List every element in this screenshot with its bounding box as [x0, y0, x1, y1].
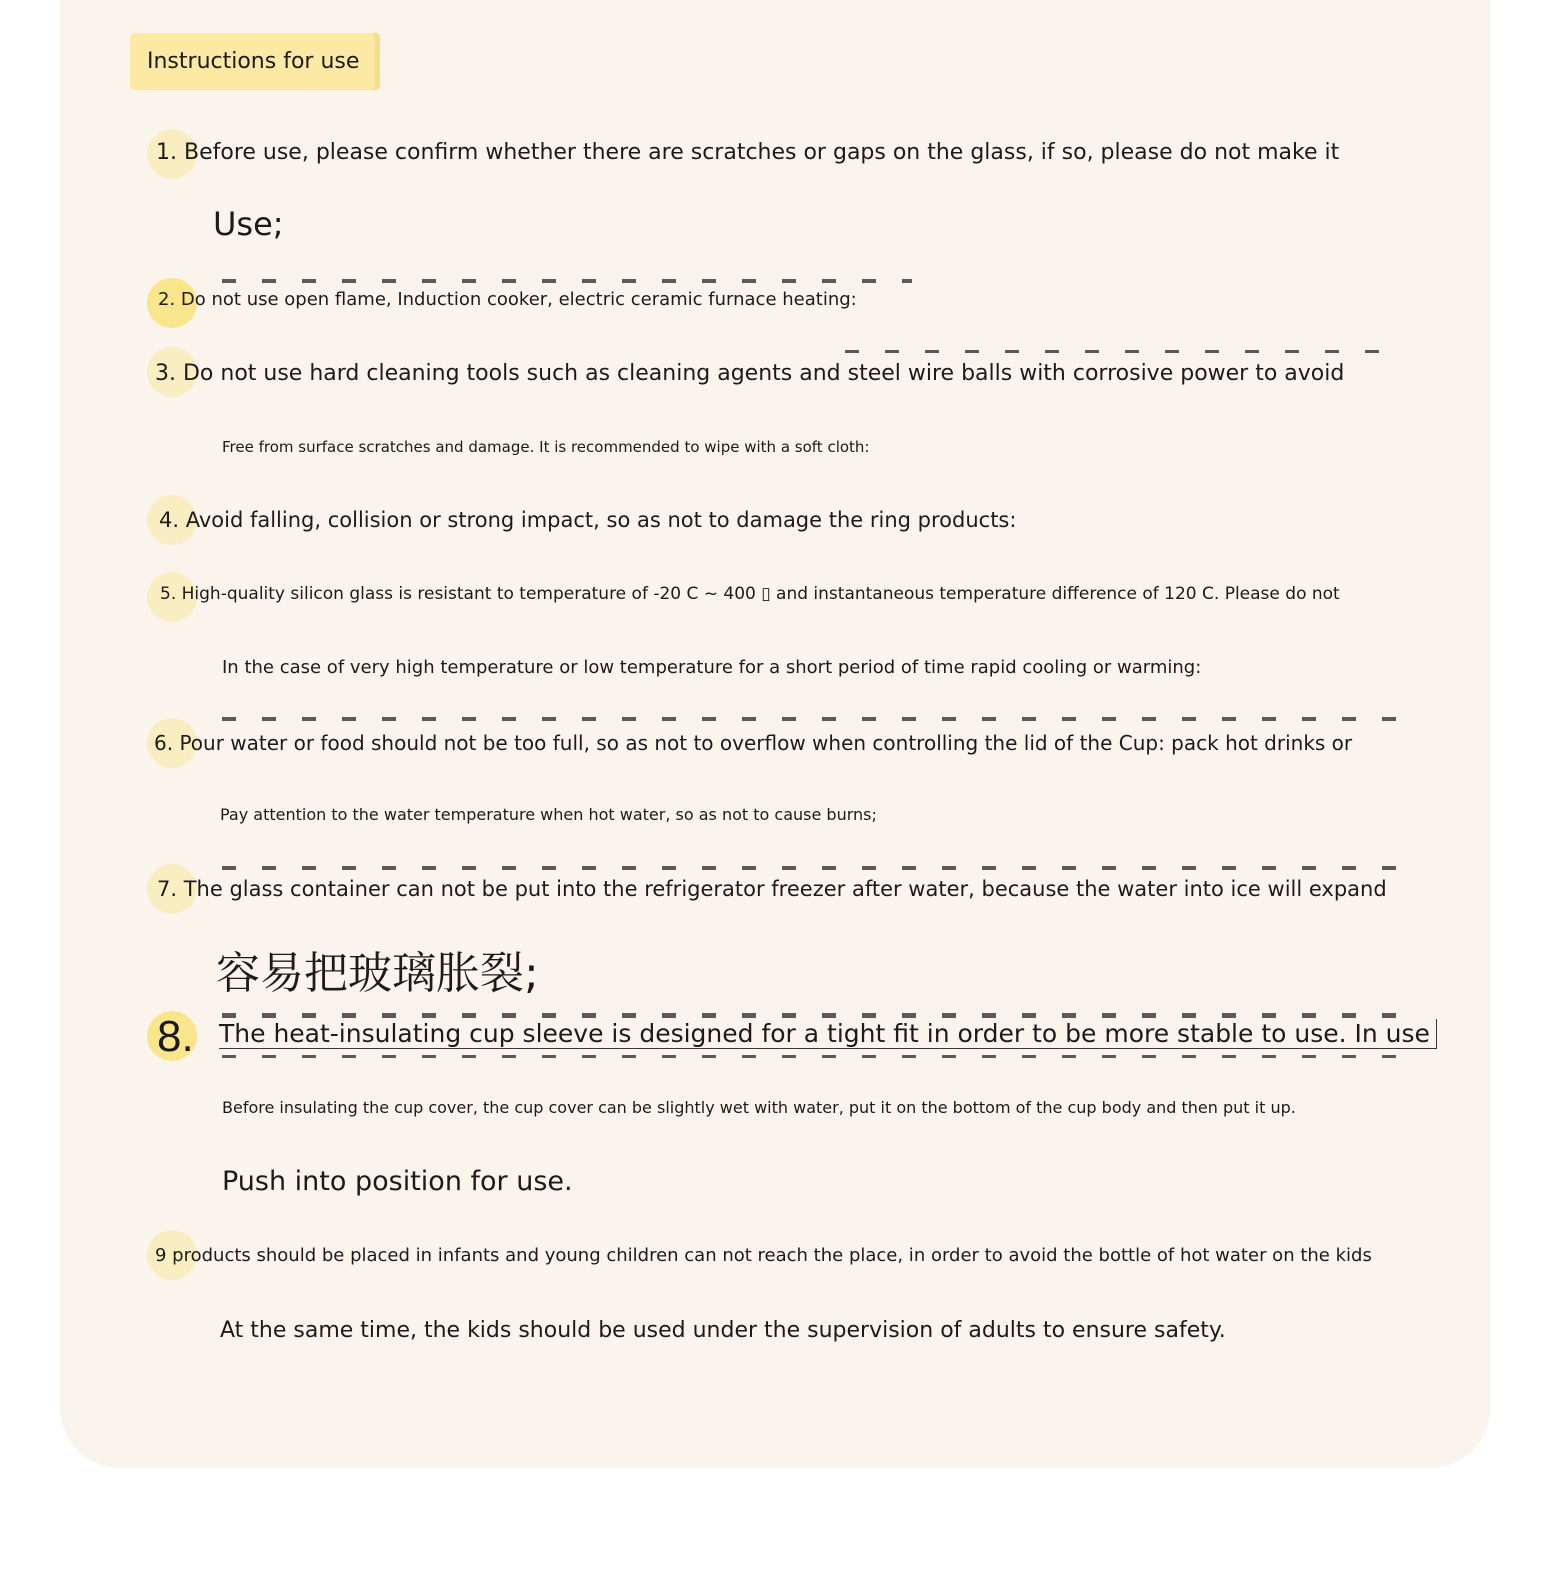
item-7-line-2: 容易把玻璃胀裂;	[216, 948, 539, 999]
item-8-line-1: The heat-insulating cup sleeve is designed for a tight fit in order to be more stable to use. In use	[219, 1019, 1437, 1049]
item-5-line-1: 5. High-quality silicon glass is resistant to temperature of -20 C ~ 400 ▯ and instantaneous temperature difference of 120 C. Please do not	[160, 584, 1340, 604]
item-9-line-2: At the same time, the kids should be used under the supervision of adults to ensure safety.	[220, 1318, 1226, 1343]
hidden-text-fragment	[845, 350, 1400, 353]
item-3-line-2: Free from surface scratches and damage. It is recommended to wipe with a soft cloth:	[222, 438, 870, 456]
hidden-text-fragment	[222, 1055, 1400, 1058]
item-8-line-3: Push into position for use.	[222, 1166, 573, 1197]
item-2-line-1: 2. Do not use open flame, Induction cooker, electric ceramic furnace heating:	[158, 289, 857, 310]
hidden-text-fragment	[222, 866, 1400, 870]
hidden-text-fragment	[222, 717, 1400, 721]
item-8-line-2: Before insulating the cup cover, the cup cover can be slightly wet with water, put it on the bottom of the cup body and then put it up.	[222, 1098, 1296, 1117]
item-1-line-2: Use;	[213, 205, 284, 243]
hidden-text-fragment	[222, 1013, 1400, 1018]
item-3-line-1: 3. Do not use hard cleaning tools such as cleaning agents and steel wire balls with corrosive power to avoid	[155, 361, 1345, 386]
item-8-number: 8.	[157, 1012, 194, 1061]
item-6-line-2: Pay attention to the water temperature when hot water, so as not to cause burns;	[220, 805, 877, 824]
item-6-line-1: 6. Pour water or food should not be too full, so as not to overflow when controlling the lid of the Cup: pack hot drinks or	[154, 731, 1353, 755]
hidden-text-fragment	[222, 279, 912, 283]
item-4-line-1: 4. Avoid falling, collision or strong impact, so as not to damage the ring products:	[159, 508, 1017, 532]
item-5-line-2: In the case of very high temperature or low temperature for a short period of time rapid cooling or warming:	[222, 657, 1202, 678]
item-9-line-1: 9 products should be placed in infants and young children can not reach the place, in order to avoid the bottle of hot water on the kids	[155, 1245, 1372, 1266]
instructions-title: Instructions for use	[130, 33, 380, 90]
item-1-line-1: 1. Before use, please confirm whether there are scratches or gaps on the glass, if so, please do not make it	[156, 140, 1340, 165]
item-7-line-1: 7. The glass container can not be put into the refrigerator freezer after water, because the water into ice will expand	[157, 877, 1387, 901]
